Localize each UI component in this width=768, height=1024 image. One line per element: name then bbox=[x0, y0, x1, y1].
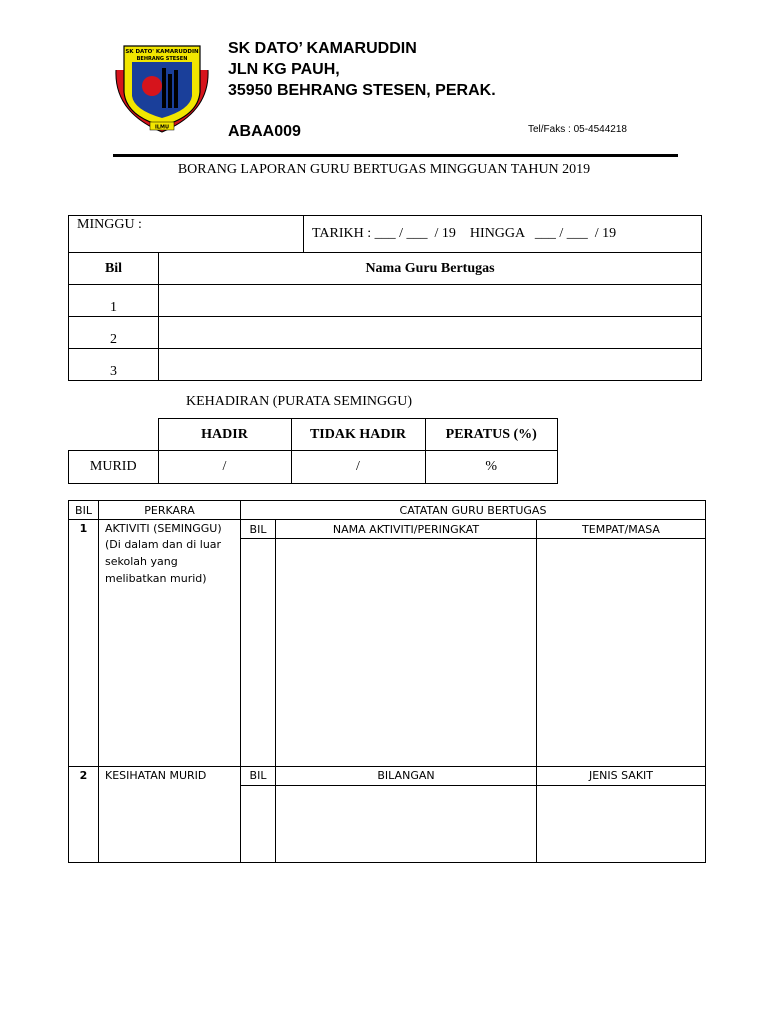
perkara-aktiviti-cell bbox=[99, 520, 241, 767]
attendance-blank-cell bbox=[69, 419, 159, 451]
col-bil-header: BIL bbox=[69, 501, 99, 520]
duty-row-name-field[interactable] bbox=[159, 317, 702, 349]
nama-aktiviti-header: NAMA AKTIVITI/PERINGKAT bbox=[276, 520, 537, 539]
aktiviti-bil-field[interactable] bbox=[241, 539, 276, 767]
sub-bil-header: BIL bbox=[241, 766, 276, 785]
duty-row-number: 3 bbox=[69, 349, 159, 381]
aktiviti-tempat-field[interactable] bbox=[537, 539, 706, 767]
tarikh-cell bbox=[303, 216, 701, 253]
tel-fax: Tel/Faks : 05-4544218 bbox=[528, 124, 627, 135]
attendance-title: KEHADIRAN (PURATA SEMINGGU) bbox=[186, 394, 412, 409]
perkara-aktiviti-label: AKTIVITI (SEMINGGU) bbox=[105, 522, 222, 536]
address-line2: 35950 BEHRANG STESEN, PERAK. bbox=[228, 82, 496, 99]
sub-bil-header: BIL bbox=[241, 520, 276, 539]
duty-row-number: 2 bbox=[69, 317, 159, 349]
jenis-sakit-header: JENIS SAKIT bbox=[537, 766, 706, 785]
aktiviti-nama-field[interactable] bbox=[276, 539, 537, 767]
notes-row-number: 2 bbox=[69, 766, 99, 862]
col-bil-header: Bil bbox=[69, 253, 159, 285]
school-name: SK DATO’ KAMARUDDIN bbox=[228, 40, 417, 57]
header-divider bbox=[113, 154, 678, 157]
peratus-field[interactable]: % bbox=[425, 451, 558, 484]
hadir-field[interactable]: / bbox=[158, 451, 291, 484]
minggu-label: MINGGU : bbox=[77, 217, 142, 232]
perkara-kesihatan-label: KESIHATAN MURID bbox=[99, 766, 241, 862]
kesihatan-jenis-sakit-field[interactable] bbox=[537, 785, 706, 862]
col-tidak-hadir-header: TIDAK HADIR bbox=[291, 419, 425, 451]
bilangan-header: BILANGAN bbox=[276, 766, 537, 785]
duty-notes-table bbox=[68, 500, 706, 863]
school-logo bbox=[110, 40, 215, 135]
notes-row-number: 1 bbox=[69, 520, 99, 767]
col-nama-header: Nama Guru Bertugas bbox=[159, 253, 702, 285]
tempat-masa-header: TEMPAT/MASA bbox=[537, 520, 706, 539]
minggu-cell bbox=[69, 216, 304, 253]
duty-row-number: 1 bbox=[69, 285, 159, 317]
form-title: BORANG LAPORAN GURU BERTUGAS MINGGUAN TAHUN 2019 bbox=[177, 162, 591, 177]
kesihatan-bil-field[interactable] bbox=[241, 785, 276, 862]
duty-row-name-field[interactable] bbox=[159, 285, 702, 317]
school-code: ABAA009 bbox=[228, 123, 301, 140]
svg-text:ILMU: ILMU bbox=[154, 124, 170, 131]
tarikh-text: TARIKH : ___ / ___ / 19 HINGGA ___ / ___ / 19 bbox=[311, 226, 617, 241]
col-catatan-header: CATATAN GURU BERTUGAS bbox=[241, 501, 706, 520]
kesihatan-bilangan-field[interactable] bbox=[276, 785, 537, 862]
perkara-aktiviti-note: (Di dalam dan di luar sekolah yang melibatkan murid) bbox=[105, 538, 222, 586]
col-hadir-header: HADIR bbox=[158, 419, 291, 451]
murid-row-label: MURID bbox=[69, 451, 159, 484]
svg-text:SK DATO' KAMARUDDIN: SK DATO' KAMARUDDIN bbox=[125, 49, 199, 55]
col-peratus-header: PERATUS (%) bbox=[425, 419, 558, 451]
attendance-table bbox=[68, 418, 558, 484]
col-perkara-header: PERKARA bbox=[99, 501, 241, 520]
svg-text:BEHRANG STESEN: BEHRANG STESEN bbox=[136, 56, 188, 62]
duty-row-name-field[interactable] bbox=[159, 349, 702, 381]
address-line1: JLN KG PAUH, bbox=[228, 61, 340, 78]
duty-teacher-table bbox=[68, 215, 702, 381]
tidak-hadir-field[interactable]: / bbox=[291, 451, 425, 484]
